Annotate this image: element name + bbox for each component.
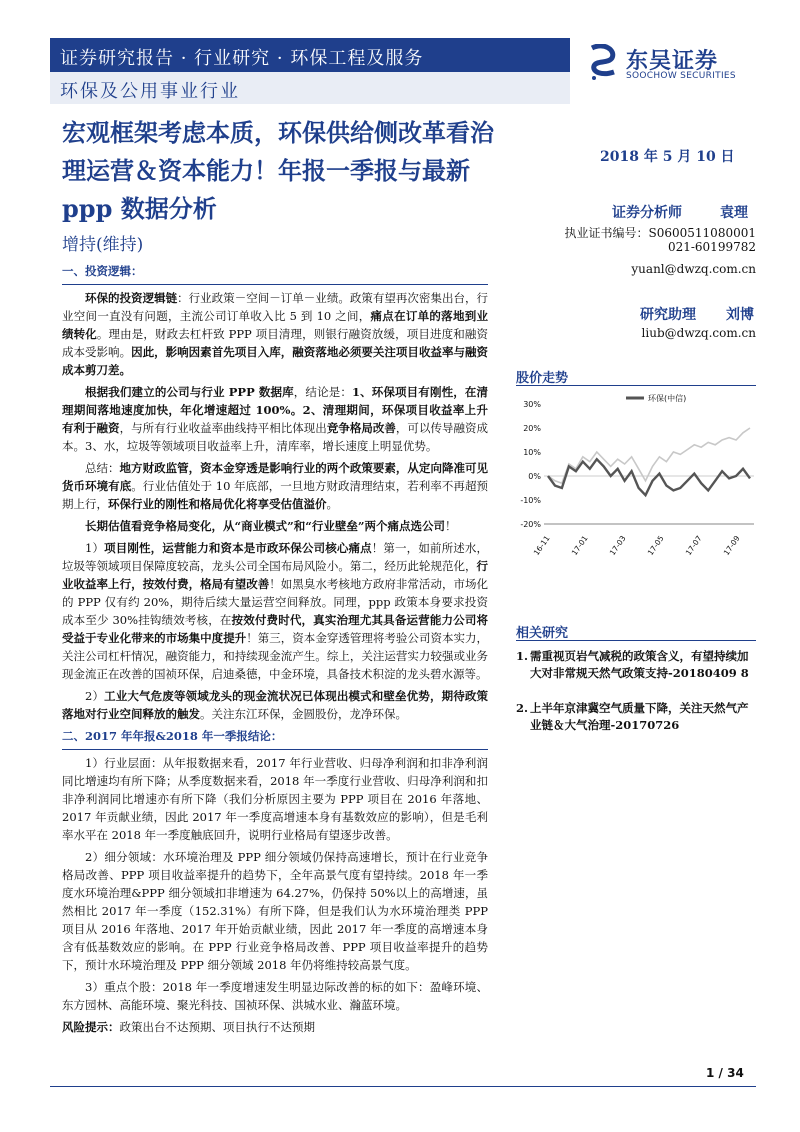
series-lines	[548, 428, 750, 495]
report-title: 宏观框架考虑本质，环保供给侧改革看治理运营＆资本能力！年报一季报与最新 ppp 数据分析	[62, 118, 494, 223]
header-category: 证券研究报告 · 行业研究 · 环保工程及服务	[60, 48, 424, 69]
page-number: 1 / 34	[706, 1066, 744, 1080]
related-item-1[interactable]	[516, 648, 756, 682]
report-body	[62, 262, 488, 1040]
header-industry: 环保及公用事业行业	[60, 81, 240, 102]
para-industry: 1）行业层面：从年报数据来看，2017 年行业营收、归母净利润和扣非净利润同比增速均有所下降；从季度数据来看，2018 年一季度行业营收、归母净利润和扣非净利润同比增速亦有所下降（我们分析原因主要为 PPP 项目在 2016 年落地、2017 年贡献业绩，因此 2017 年一季度高增速本身有基数效应的影响），但是毛利率水平在 2018 年一季度触底回升，说明行业格局有望逐步改善。	[62, 756, 488, 842]
report-date: 2018 年 5 月 10 日	[600, 149, 735, 165]
rating: 增持(维持)	[62, 235, 144, 255]
y-tick-label: 10%	[523, 448, 541, 457]
section-1-heading: 一、投资逻辑：	[62, 264, 143, 278]
analyst-name: 袁理	[720, 205, 748, 221]
related-section-title: 相关研究	[516, 626, 569, 641]
risk-heading: 风险提示：	[62, 1020, 120, 1034]
related-text: 上半年京津冀空气质量下降，关注天然气产业链＆大气治理-20170726	[530, 701, 749, 732]
y-tick-label: -20%	[520, 520, 541, 529]
section-divider	[62, 749, 488, 750]
related-divider	[516, 640, 756, 641]
soochow-logo-icon	[586, 44, 620, 82]
x-tick-label: 17-01	[569, 533, 590, 558]
y-ticks	[520, 400, 754, 529]
para-segments: 2）细分领域：水环境治理及 PPP 细分领域仍保持高速增长，预计在行业竞争格局改善、PPP 项目收益率提升的趋势下，全年高景气度有望持续。2018 年一季度水环境治理&PPP 细分领域扣非增速为 64.27%，仍保持 50%以上的高增速，虽然相比 2017 年一季度（152.31%）有所下降，但是我们认为水环境治理类 PPP 项目从 2016 年落地、2017 年开始贡献业绩，因此 2017 年一季度的高增速本身含有低基数效应的影响。在 PPP 行业竞争格局改善、PPP 项目收益率提升的趋势下，预计水环境治理及 PPP 细分领域 2018 年仍将维持较高景气度。	[62, 850, 488, 972]
section-divider	[62, 284, 488, 285]
y-tick-label: 20%	[523, 424, 541, 433]
para-logic: 环保的投资逻辑链：行业政策－空间－订单－业绩。政策有望再次密集出台，行业空间一直没有问题，主流公司订单收入比 5 到 10 之间，痛点在订单的落地到业绩转化。理由是，财政去杠杆致 PPP 项目清理，则银行融资放缓，项目进度和融资成本受影响。因此，影响因素首先项目入库，融资落地必须要关注项目收益率与融资成本剪刀差。	[62, 291, 489, 377]
assistant-name: 刘博	[726, 307, 754, 323]
price-divider	[516, 385, 756, 386]
section-2-heading: 二、2017 年年报&2018 年一季报结论：	[62, 729, 283, 743]
x-tick-label: 17-05	[645, 533, 666, 558]
related-text: 需重视页岩气减税的政策含义，有望持续加大对非常规天然气政策支持-20180409 8	[530, 649, 749, 680]
x-ticks	[532, 534, 742, 557]
x-tick-label: 16-11	[531, 533, 552, 558]
x-tick-label: 17-03	[607, 533, 628, 558]
footer-divider	[50, 1086, 756, 1087]
x-tick-label: 17-07	[683, 533, 704, 558]
risk-text: 政策出台不达预期、项目执行不达预期	[119, 1020, 315, 1034]
para-point-2: 2）工业大气危废等领域龙头的现金流状况已体现出模式和壁垒优势，期待政策落地对行业空间释放的触发。关注东江环保，金圆股份，龙净环保。	[62, 689, 488, 721]
para-database: 根据我们建立的公司与行业 PPP 数据库，结论是：1、环保项目有刚性，在清理期间落地速度加快，年化增速超过 100%。2、清理期间，环保项目收益率上升有利于融资，与所有行业收益率曲线持平相比体现出竞争格局改善，可以传导融资成本。3、水，垃圾等领域项目收益率上升，清库率，增长速度上明显优势。	[62, 385, 489, 453]
logo-cn: 东吴证券	[626, 49, 719, 74]
header-category-bar	[50, 38, 570, 72]
para-stocks: 3）重点个股：2018 年一季度增速发生明显边际改善的标的如下：盈峰环境、东方园林、高能环境、聚光科技、国祯环保、洪城水业、瀚蓝环境。	[62, 980, 488, 1012]
y-tick-label: -10%	[520, 496, 541, 505]
y-tick-label: 30%	[523, 400, 541, 409]
y-tick-label: 0%	[528, 472, 541, 481]
assistant-email[interactable]: liub@dwzq.com.cn	[641, 326, 756, 340]
header-industry-bar	[50, 72, 570, 104]
company-logo	[586, 44, 756, 84]
para-point-1: 1）项目刚性，运营能力和资本是市政环保公司核心痛点！第一，如前所述水，垃圾等领域项目保障度较高，龙头公司全国布局风险小。第二，经历此轮规范化，行业收益率上行，按效付费，格局有望改善！如黑臭水考核地方政府非常活动，市场化的 PPP 仅有约 20%，期待后续大量运营空间释放。同理，ppp 政策本身要求投资成本至少 30%挂钩绩效考核，在按效付费时代，真实治理尤其具备运营能力公司将受益于专业化带来的市场集中度提升！第三，资本金穿透管理将考验公司资本实力，关注公司杠杆情况，融资能力，和持续现金流产生。综上，关注运营实力较强或业务现金流正在改善的国祯环保，启迪桑德，中金环境，具备技术积淀的龙头碧水源等。	[62, 541, 489, 681]
logo-en: SOOCHOW SECURITIES	[626, 71, 736, 81]
risk-note	[62, 1018, 488, 1036]
x-tick-label: 17-09	[721, 533, 742, 558]
para-summary: 总结：地方财政监管，资本金穿透是影响行业的两个政策要素，从定向降准可见货币环境有底。行业估值处于 10 年底部，一旦地方财政清理结束，若利率不再超预期上行，环保行业的刚性和格局优化将享受估值溢价。	[62, 461, 488, 511]
related-num: 2.	[516, 701, 529, 715]
legend	[626, 393, 686, 403]
related-item-2[interactable]	[516, 700, 756, 734]
analyst-role: 证券分析师	[612, 205, 682, 221]
assistant-role: 研究助理	[640, 307, 696, 323]
related-num: 1.	[516, 649, 529, 663]
analyst-email[interactable]: yuanl@dwzq.com.cn	[631, 262, 756, 276]
analyst-cert: 执业证书编号：S0600511080001	[564, 226, 756, 240]
para-valuation: 长期估值看竞争格局变化，从“商业模式”和“行业壁垒”两个痛点选公司！	[85, 519, 457, 533]
legend-label: 环保(中信)	[648, 394, 687, 403]
price-chart	[514, 390, 760, 562]
analyst-phone: 021-60199782	[667, 240, 756, 254]
price-section-title: 股价走势	[516, 371, 569, 386]
